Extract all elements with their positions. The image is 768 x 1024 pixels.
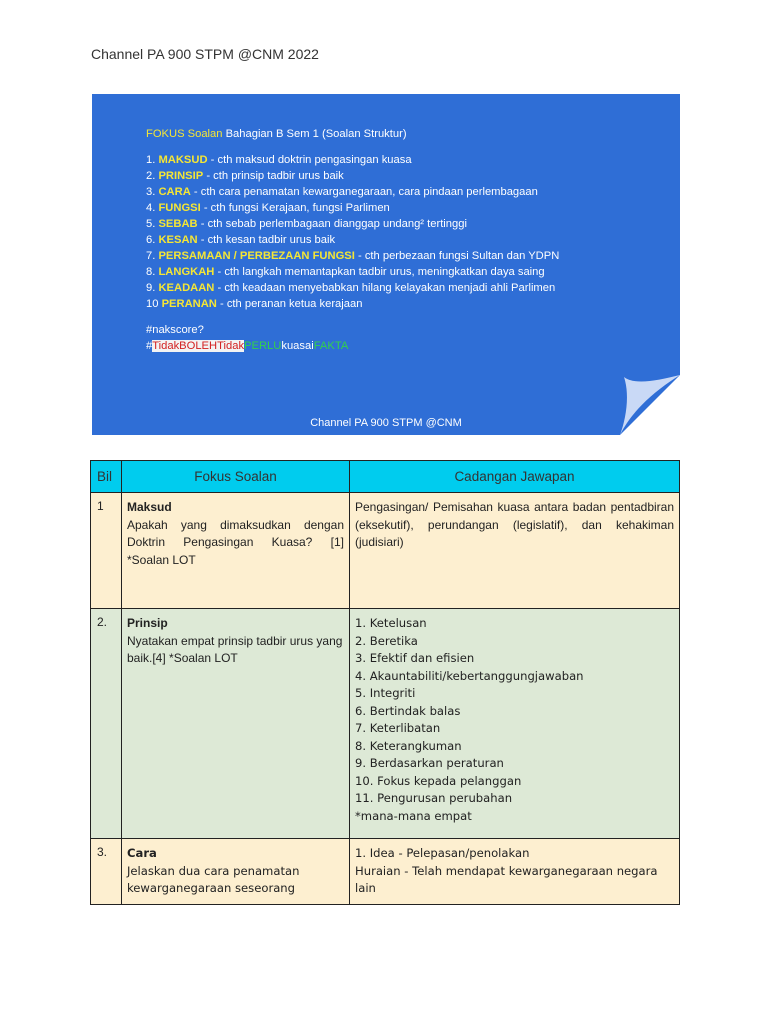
hashtag-segment-green: PERLU <box>244 340 282 352</box>
banner-item <box>146 264 559 280</box>
banner-item-keyword: MAKSUD <box>158 154 208 166</box>
banner-item-description: - cth perbezaan fungsi Sultan dan YDPN <box>354 250 560 262</box>
banner-item <box>146 280 559 296</box>
banner-footer: Channel PA 900 STPM @CNM <box>310 417 462 429</box>
question-text: Nyatakan empat prinsip tadbir urus yang baik.[4] *Soalan LOT <box>127 633 343 665</box>
answer-line: 6. Bertindak balas <box>355 703 461 718</box>
banner-item-number: 3. <box>146 186 159 198</box>
banner-item <box>146 200 559 216</box>
banner-item <box>146 232 559 248</box>
answer-cell <box>350 839 680 905</box>
header-cadangan-jawapan: Cadangan Jawapan <box>350 461 680 493</box>
fokus-soalan-table <box>90 460 680 905</box>
table-header-row <box>91 461 680 493</box>
question-title: Maksud <box>127 500 172 514</box>
question-title: Cara <box>127 846 157 860</box>
row-number: 3. <box>91 839 122 905</box>
banner-item-number: 7. <box>146 250 159 262</box>
banner-item-list <box>146 152 559 312</box>
banner-item <box>146 248 559 264</box>
answer-line: 1. Idea - Pelepasan/penolakan <box>355 846 530 860</box>
question-cell <box>122 609 350 839</box>
banner-item-description: - cth prinsip tadbir urus baik <box>203 170 344 182</box>
question-title: Prinsip <box>127 616 168 630</box>
banner-item-description: - cth sebab perlembagaan dianggap undang² tertinggi <box>197 218 467 230</box>
banner-item-description: - cth keadaan menyebabkan hilang kelayakan menjadi ahli Parlimen <box>214 282 556 294</box>
question-text: Jelaskan dua cara penamatan kewarganegaraan seseorang <box>127 863 300 895</box>
banner-item-description: - cth maksud doktrin pengasingan kuasa <box>207 154 412 166</box>
banner-item-description: - cth cara penamatan kewarganegaraan, cara pindaan perlembagaan <box>190 186 538 198</box>
banner-item-keyword: FUNGSI <box>158 202 201 214</box>
answer-line: *mana-mana empat <box>355 808 472 823</box>
answer-line: 10. Fokus kepada pelanggan <box>355 773 522 788</box>
banner-item-keyword: PERANAN <box>161 298 217 310</box>
answer-line: 7. Keterlibatan <box>355 721 441 735</box>
table-row <box>91 493 680 609</box>
banner-title <box>146 126 559 142</box>
row-number: 1 <box>91 493 122 609</box>
banner-item <box>146 216 559 232</box>
question-cell <box>122 839 350 905</box>
banner-item <box>146 184 559 200</box>
hashtag-segment-green-2: FAKTA <box>313 340 349 352</box>
banner-item-keyword: CARA <box>158 186 191 198</box>
banner-content <box>146 126 559 354</box>
banner-item-number: 8. <box>146 266 159 278</box>
answer-cell: Pengasingan/ Pemisahan kuasa antara badan pentadbiran (eksekutif), perundangan (legislatif), dan kehakiman (judisiari) <box>350 493 680 609</box>
banner-item-description: - cth kesan tadbir urus baik <box>197 234 336 246</box>
hashtag-nakscore: #nakscore? <box>146 324 204 336</box>
hashtag-symbol: # <box>146 340 153 352</box>
answer-line: 11. Pengurusan perubahan <box>355 791 513 805</box>
banner-item-number: 5. <box>146 218 159 230</box>
banner-item-number: 9. <box>146 282 159 294</box>
banner-item-keyword: KEADAAN <box>158 282 215 294</box>
header-bil: Bil <box>91 461 122 493</box>
header-fokus-soalan: Fokus Soalan <box>122 461 350 493</box>
answer-line: 5. Integriti <box>355 686 416 700</box>
banner-item-number: 4. <box>146 202 159 214</box>
banner-title-highlight: FOKUS Soalan <box>146 128 223 140</box>
banner-item-number: 1. <box>146 154 159 166</box>
table-row <box>91 609 680 839</box>
banner-item-keyword: SEBAB <box>158 218 198 230</box>
banner-item-keyword: PRINSIP <box>158 170 204 182</box>
banner-item-number: 6. <box>146 234 159 246</box>
document-header: Channel PA 900 STPM @CNM 2022 <box>91 46 319 62</box>
answer-line: 3. Efektif dan efisien <box>355 651 475 665</box>
answer-list <box>355 845 674 898</box>
table-row <box>91 839 680 905</box>
banner-item-description: - cth langkah memantapkan tadbir urus, meningkatkan daya saing <box>214 266 545 278</box>
banner-item-number: 2. <box>146 170 159 182</box>
banner-item <box>146 168 559 184</box>
answer-list <box>355 615 674 825</box>
answer-line: 4. Akauntabiliti/kebertanggungjawaban <box>355 668 584 683</box>
answer-line: 8. Keterangkuman <box>355 738 462 753</box>
answer-line: 2. Beretika <box>355 633 418 648</box>
question-cell <box>122 493 350 609</box>
hashtag-segment-red: TidakBOLEHTidak <box>152 340 245 352</box>
row-number: 2. <box>91 609 122 839</box>
answer-line: 9. Berdasarkan peraturan <box>355 756 504 770</box>
banner-item <box>146 296 559 312</box>
banner-item-keyword: PERSAMAAN / PERBEZAAN FUNGSI <box>158 250 355 262</box>
hashtag-fakta <box>146 338 559 354</box>
banner-item <box>146 152 559 168</box>
fokus-soalan-banner <box>92 94 680 435</box>
banner-item-keyword: LANGKAH <box>158 266 215 278</box>
banner-item-description: - cth fungsi Kerajaan, fungsi Parlimen <box>200 202 390 214</box>
answer-line: Huraian - Telah mendapat kewarganegaraan negara lain <box>355 863 658 895</box>
answer-cell <box>350 609 680 839</box>
question-text: Apakah yang dimaksudkan dengan Doktrin Pengasingan Kuasa? [1] *Soalan LOT <box>127 517 344 567</box>
hashtag-segment-white: kuasai <box>281 340 314 352</box>
banner-title-rest: Bahagian B Sem 1 (Soalan Struktur) <box>222 128 407 140</box>
banner-item-keyword: KESAN <box>158 234 198 246</box>
banner-item-description: - cth peranan ketua kerajaan <box>216 298 363 310</box>
answer-line: 1. Ketelusan <box>355 616 427 630</box>
banner-item-number: 10 <box>146 298 162 310</box>
